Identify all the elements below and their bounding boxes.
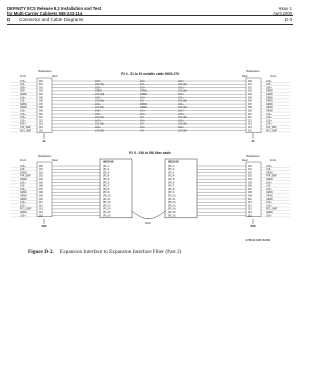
figure-caption-text: Expansion Interface to Expansion Interface Fiber (Part 2) bbox=[59, 249, 182, 255]
top-right-label: GRND bbox=[266, 103, 273, 106]
bottom-right-label: GRND bbox=[266, 198, 273, 201]
top-left-label: LRS+ bbox=[20, 123, 26, 126]
top-left-label: GRND bbox=[20, 103, 27, 106]
top-rear-right: Rear bbox=[242, 75, 248, 78]
top-left-pin: 005 bbox=[39, 97, 43, 100]
top-mid-right-label: LXC+ bbox=[178, 87, 184, 90]
sni-box-a-pin: (P1) 4 bbox=[103, 175, 110, 178]
bottom-right-label: GRND bbox=[266, 212, 273, 214]
top-front-left: Front bbox=[20, 75, 27, 78]
bottom-left-label: GRND bbox=[20, 179, 27, 181]
sni-box-a-pin: (P1) 9 bbox=[103, 192, 110, 195]
top-left-label: GRND bbox=[20, 94, 27, 96]
top-mid-label: GRND bbox=[140, 90, 147, 93]
top-rear-left: Rear bbox=[52, 75, 58, 78]
top-right-pin: 015 bbox=[248, 130, 252, 133]
top-right-label: LXS+ bbox=[266, 113, 272, 116]
top-left-label: LXS+ bbox=[20, 110, 26, 113]
sni-box-b-pin: (P1) 6 bbox=[168, 182, 175, 185]
top-left-pin: 001 bbox=[39, 84, 43, 87]
sni-box-b-pin: (P1) 11 bbox=[168, 198, 176, 201]
top-left-label: LRS+ bbox=[20, 87, 26, 90]
top-right-label: LXS+ bbox=[266, 123, 272, 126]
sni-box-a-pin: (P1) 7 bbox=[103, 185, 110, 188]
top-mid-right-label: LXC+ bbox=[178, 120, 184, 123]
top-left-pin: 015 bbox=[39, 130, 43, 133]
bottom-left-label: LXS- bbox=[20, 185, 26, 188]
sni-box-b-pin: (P1) 2 bbox=[168, 169, 175, 172]
top-right-pin: 009 bbox=[248, 110, 252, 113]
sni-box-b-pin: (P1) 3 bbox=[168, 172, 175, 175]
top-mid-left-label: LXC+(M) bbox=[95, 94, 105, 96]
header-rule-top bbox=[7, 15, 293, 16]
bottom-right-label: LXS+ bbox=[266, 165, 272, 168]
top-left-label: RCV_SMP bbox=[20, 130, 32, 133]
top-right-label: TAP_SMP bbox=[266, 127, 277, 129]
bottom-right-pin: 010 bbox=[248, 198, 252, 201]
sni-box-b-pin: (P1) 15 bbox=[168, 212, 176, 214]
bottom-right-pin: 006 bbox=[248, 185, 252, 188]
bottom-right-pin: 013 bbox=[248, 208, 252, 211]
top-mid-label: LXI+ bbox=[140, 113, 145, 116]
bottom-left-label: GRND bbox=[20, 192, 27, 195]
sni-box-b-pin: (P1) 7 bbox=[168, 185, 175, 188]
top-left-pin: 007 bbox=[39, 103, 43, 106]
bottom-right-label: GRND bbox=[266, 179, 273, 181]
bottom-left-label: LXS+ bbox=[20, 205, 26, 208]
top-right-pin: 007 bbox=[248, 103, 252, 106]
top-left-pin: 011 bbox=[39, 117, 43, 120]
figure-number: Figure D-2. bbox=[28, 249, 54, 255]
top-mid-right-label: LXC-(M) bbox=[178, 130, 187, 133]
doc-title-line2: for Multi-Carrier Cabinets 555-233-114 bbox=[7, 11, 83, 17]
bottom-front-right: Front bbox=[270, 159, 277, 162]
sni-box-a-pin: (P1) 15 bbox=[103, 212, 111, 214]
sni-box-a-pin: (P1) 14 bbox=[103, 208, 111, 211]
top-mid-left-label: LXC+ bbox=[95, 110, 101, 113]
bottom-left-label: RCV_SMP bbox=[20, 208, 32, 211]
top-left-label: LXS+ bbox=[20, 97, 26, 100]
top-mid-label: LXI+ bbox=[140, 80, 145, 83]
sni-box-a-pin: (P1) 8 bbox=[103, 188, 110, 191]
top-left-pin: 002 bbox=[39, 87, 43, 90]
bottom-left-label: GRND bbox=[20, 212, 27, 214]
sni-box-a-title: 9823A/B bbox=[103, 160, 114, 164]
bottom-left-label: LXS- bbox=[20, 169, 26, 172]
top-mid-label: LXI- bbox=[140, 130, 145, 133]
bottom-right-pin: 011 bbox=[248, 202, 252, 205]
top-mid-left-label: LXC-(M) bbox=[95, 100, 104, 103]
top-right-pin: 002 bbox=[248, 87, 252, 90]
top-mid-right-label: LXC+ bbox=[178, 110, 184, 113]
top-right-label: LXS+ bbox=[266, 120, 272, 123]
top-right-label: LXS+ bbox=[266, 80, 272, 83]
top-mid-left-label: LXC-(M) bbox=[95, 107, 104, 110]
bottom-right-label: LXS- bbox=[266, 169, 272, 172]
top-backplane-left: Backplane bbox=[38, 69, 52, 73]
bottom-left-pin: 005 bbox=[39, 182, 43, 185]
bottom-right-pin: 004 bbox=[248, 179, 252, 181]
doc-title-line1: DEFINITY ECS Release 8.2 Installation and Test bbox=[7, 6, 102, 11]
top-right-label: GRND bbox=[266, 90, 273, 93]
bottom-right-label: GRND bbox=[266, 172, 273, 175]
bottom-left-label: TAP_SMP bbox=[20, 175, 31, 178]
bottom-right-label: LXS+ bbox=[266, 188, 272, 191]
top-mid-right-label: LXC+ bbox=[178, 113, 184, 116]
top-mid-label: GRND bbox=[140, 94, 147, 96]
sni-box-a-pin: (P1) 13 bbox=[103, 205, 111, 208]
sni-box-a-pin: (P1) 1 bbox=[103, 165, 110, 168]
top-mid-label: LXI+ bbox=[140, 120, 145, 123]
bottom-right-label: GRND bbox=[266, 195, 273, 198]
issue-date: April 2000 bbox=[273, 11, 292, 17]
top-mid-left-label: LXC+ bbox=[95, 87, 101, 90]
top-right-label: GRND bbox=[266, 94, 273, 96]
bottom-left-pin: 002 bbox=[39, 172, 43, 175]
top-left-pin: 006 bbox=[39, 100, 43, 103]
top-left-pin: 003 bbox=[39, 90, 43, 93]
bottom-title: P2 5 - SNI to SNI fiber cable bbox=[129, 151, 171, 155]
bottom-left-marker: SNI bbox=[41, 223, 47, 228]
bottom-right-label: LXS+ bbox=[266, 182, 272, 185]
top-mid-right-label: LXC-(M) bbox=[178, 84, 187, 87]
top-mid-label: LXI+ bbox=[140, 110, 145, 113]
bottom-left-label: GRND bbox=[20, 198, 27, 201]
fiber-cable bbox=[132, 211, 165, 219]
bottom-left-pin: 000 bbox=[39, 165, 43, 168]
top-right-pin: 003 bbox=[248, 90, 252, 93]
top-mid-right-label: LXC-(M) bbox=[178, 117, 187, 120]
bottom-left-label: LXS+ bbox=[20, 215, 26, 218]
bottom-right-label: LXS+ bbox=[266, 205, 272, 208]
bottom-right-label: RCV_SMP bbox=[266, 208, 278, 211]
sni-box-b-pin: (P1) 9 bbox=[168, 192, 175, 195]
top-right-pin: 011 bbox=[248, 117, 252, 120]
top-mid-label: LXI+ bbox=[140, 97, 145, 100]
bottom-backplane-right: Backplane bbox=[246, 154, 260, 158]
top-mid-label: LXI- bbox=[140, 100, 145, 103]
bottom-right-pin: 000 bbox=[248, 165, 252, 168]
top-mid-right-label: LXC+ bbox=[178, 94, 184, 96]
top-right-label: GRND bbox=[266, 100, 273, 103]
bottom-right-pin: 003 bbox=[248, 175, 252, 178]
sni-box-a-pin: (P1) 6 bbox=[103, 182, 110, 185]
top-mid-left-label: LXC-(M) bbox=[95, 130, 104, 133]
bottom-right-pin: 015 bbox=[248, 215, 252, 218]
top-mid-left-label: LXC+ bbox=[95, 113, 101, 116]
sni-box-b-pin: (P1) 13 bbox=[168, 205, 176, 208]
bottom-left-label: GRND bbox=[20, 172, 27, 175]
bottom-right-label: LXS- bbox=[266, 185, 272, 188]
art-id: r4756b10 KMR 061099 bbox=[245, 239, 270, 242]
bottom-left-pin: 009 bbox=[39, 195, 43, 198]
header-rule-bottom bbox=[7, 24, 293, 25]
bottom-right-pin: 014 bbox=[248, 212, 252, 214]
bottom-right-pin: 007 bbox=[248, 188, 252, 191]
sni-box-b-pin: (P1) 5 bbox=[168, 179, 175, 181]
sni-box-b-pin: (P1) 12 bbox=[168, 202, 176, 205]
top-right-label: LXS- bbox=[266, 84, 272, 87]
bottom-right-pin: 005 bbox=[248, 182, 252, 185]
fiber-cable-diagram bbox=[10, 151, 290, 228]
top-right-pin: 005 bbox=[248, 97, 252, 100]
section-letter: D bbox=[7, 17, 11, 22]
top-left-label: LRS- bbox=[20, 90, 26, 93]
top-mid-right-label: LXC+ bbox=[178, 127, 184, 129]
sni-box-a-pin: (P1) 3 bbox=[103, 172, 110, 175]
top-mid-label: LXI- bbox=[140, 117, 145, 120]
top-title: P2 4 - 51 to 51 metallic cable H600-278 bbox=[121, 72, 179, 76]
top-mid-label: GRND bbox=[140, 107, 147, 110]
bottom-left-label: LXS+ bbox=[20, 165, 26, 168]
bottom-left-pin: 015 bbox=[39, 215, 43, 218]
bottom-left-label: LXS+ bbox=[20, 188, 26, 191]
top-mid-right-label: LXC-(M) bbox=[178, 100, 187, 103]
bottom-left-pin: 010 bbox=[39, 198, 43, 201]
top-left-pin: 004 bbox=[39, 94, 43, 96]
top-mid-label: LXI+ bbox=[140, 127, 145, 129]
issue-label: Issue 1 bbox=[278, 6, 292, 11]
top-left-pin: 008 bbox=[39, 107, 43, 110]
bottom-left-label: LXS+ bbox=[20, 182, 26, 185]
top-mid-right-label: LXC+ bbox=[178, 97, 184, 100]
sni-box-a-pin: (P1) 2 bbox=[103, 169, 110, 172]
bottom-left-pin: 007 bbox=[39, 188, 43, 191]
top-right-label: LRS+ bbox=[266, 87, 272, 90]
figure-caption bbox=[28, 249, 181, 255]
top-right-pin: 013 bbox=[248, 123, 252, 126]
section-title: Connector and Cable Diagrams bbox=[19, 17, 84, 22]
top-mid-left-label: GRND bbox=[95, 90, 102, 93]
bottom-left-label: GRND bbox=[20, 195, 27, 198]
top-right-label: GRND bbox=[266, 110, 273, 113]
top-right-marker: EI bbox=[251, 138, 255, 143]
top-mid-left-label: LXC+ bbox=[95, 97, 101, 100]
sni-box-a-pin: (P1) 16 bbox=[103, 215, 111, 218]
top-backplane-right: Backplane bbox=[246, 69, 260, 73]
top-left-pin: 014 bbox=[39, 127, 43, 129]
top-mid-right-label: LXC+ bbox=[178, 103, 184, 106]
top-mid-right-label: LXC+ bbox=[178, 80, 184, 83]
top-left-label: LXS+ bbox=[20, 120, 26, 123]
sni-box-a-pin: (P1) 5 bbox=[103, 179, 110, 181]
sni-box-b-pin: (P1) 4 bbox=[168, 175, 175, 178]
sni-box-b-title: 9823A/B bbox=[168, 160, 179, 164]
top-right-pin: 006 bbox=[248, 100, 252, 103]
bottom-left-pin: 008 bbox=[39, 192, 43, 195]
top-left-pin: 009 bbox=[39, 110, 43, 113]
page-number: D-3 bbox=[284, 17, 292, 22]
sni-box-a-pin: (P1) 12 bbox=[103, 202, 111, 205]
bottom-left-pin: 004 bbox=[39, 179, 43, 181]
bottom-rear-right: Rear bbox=[242, 159, 248, 162]
top-left-pin: 013 bbox=[39, 123, 43, 126]
top-mid-left-label: LXC+ bbox=[95, 80, 101, 83]
top-left-label: LXS+ bbox=[20, 117, 26, 120]
cable-diagram bbox=[0, 64, 300, 244]
bottom-right-pin: 012 bbox=[248, 205, 252, 208]
top-mid-left-label: LXC-(M) bbox=[95, 84, 104, 87]
bottom-right-pin: 008 bbox=[248, 192, 252, 195]
top-right-label: GRND bbox=[266, 97, 273, 100]
bottom-rear-left: Rear bbox=[52, 159, 58, 162]
bottom-left-pin: 003 bbox=[39, 175, 43, 178]
top-mid-left-label: LXC+ bbox=[95, 127, 101, 129]
bottom-right-marker: SNI bbox=[250, 223, 256, 228]
bottom-right-pin: 002 bbox=[248, 172, 252, 175]
bottom-left-pin: 001 bbox=[39, 169, 43, 172]
top-right-pin: 012 bbox=[248, 120, 252, 123]
top-mid-left-label: LXC+ bbox=[95, 120, 101, 123]
metallic-cable-diagram bbox=[10, 69, 290, 143]
bottom-left-pin: 014 bbox=[39, 212, 43, 214]
bottom-right-label: GRND bbox=[266, 192, 273, 195]
sni-box-b-pin: (P1) 14 bbox=[168, 208, 176, 211]
bottom-right-pin: 009 bbox=[248, 195, 252, 198]
bottom-right-label: LXS+ bbox=[266, 215, 272, 218]
top-right-label: LXS+ bbox=[266, 117, 272, 120]
bottom-left-pin: 013 bbox=[39, 208, 43, 211]
top-left-label: GRND bbox=[20, 107, 27, 110]
top-front-right: Front bbox=[270, 75, 277, 78]
bottom-right-pin: 001 bbox=[248, 169, 252, 172]
top-left-label: LXS+ bbox=[20, 113, 26, 116]
top-mid-label: LXI- bbox=[140, 123, 145, 126]
top-left-label: TAP_SMP bbox=[20, 127, 31, 129]
fiber-label: Fiber bbox=[145, 222, 151, 226]
bottom-right-label: LXS+ bbox=[266, 202, 272, 205]
top-right-pin: 004 bbox=[248, 94, 252, 96]
bottom-left-pin: 006 bbox=[39, 185, 43, 188]
top-mid-left-label: LXC+ bbox=[95, 103, 101, 106]
sni-box-a-pin: (P1) 11 bbox=[103, 198, 111, 201]
top-mid-label: LXI- bbox=[140, 84, 145, 87]
sni-box-b-pin: (P1) 1 bbox=[168, 165, 175, 168]
top-mid-right-label: LXC-(M) bbox=[178, 123, 187, 126]
top-mid-left-label: LXC-(M) bbox=[95, 123, 104, 126]
top-mid-label: LXI+ bbox=[140, 87, 145, 90]
top-left-pin: 012 bbox=[39, 120, 43, 123]
top-right-label: GRND bbox=[266, 107, 273, 110]
top-mid-label: GRND bbox=[140, 103, 147, 106]
bottom-front-left: Front bbox=[20, 159, 27, 162]
top-right-pin: 010 bbox=[248, 113, 252, 116]
bottom-left-pin: 012 bbox=[39, 205, 43, 208]
top-mid-right-label: LXC-(M) bbox=[178, 90, 187, 93]
sni-box-a-pin: (P1) 10 bbox=[103, 195, 111, 198]
top-left-label: LXS- bbox=[20, 84, 26, 87]
top-right-pin: 014 bbox=[248, 127, 252, 129]
top-left-label: LXS+ bbox=[20, 80, 26, 83]
sni-box-b-pin: (P1) 16 bbox=[168, 215, 176, 218]
top-left-label: LXS- bbox=[20, 100, 26, 103]
top-right-pin: 008 bbox=[248, 107, 252, 110]
top-right-label: RCV_SMP bbox=[266, 130, 278, 133]
bottom-left-label: LXS+ bbox=[20, 202, 26, 205]
top-right-pin: 000 bbox=[248, 80, 252, 83]
bottom-left-pin: 011 bbox=[39, 202, 43, 205]
bottom-backplane-left: Backplane bbox=[38, 154, 52, 158]
top-left-pin: 000 bbox=[39, 80, 43, 83]
top-mid-right-label: LXC-(M) bbox=[178, 107, 187, 110]
top-left-marker: EI bbox=[42, 138, 46, 143]
top-left-pin: 010 bbox=[39, 113, 43, 116]
top-right-pin: 001 bbox=[248, 84, 252, 87]
top-mid-left-label: LXC-(M) bbox=[95, 117, 104, 120]
sni-box-b-pin: (P1) 10 bbox=[168, 195, 176, 198]
bottom-right-label: TAP_SMP bbox=[266, 175, 277, 178]
sni-box-b-pin: (P1) 8 bbox=[168, 188, 175, 191]
